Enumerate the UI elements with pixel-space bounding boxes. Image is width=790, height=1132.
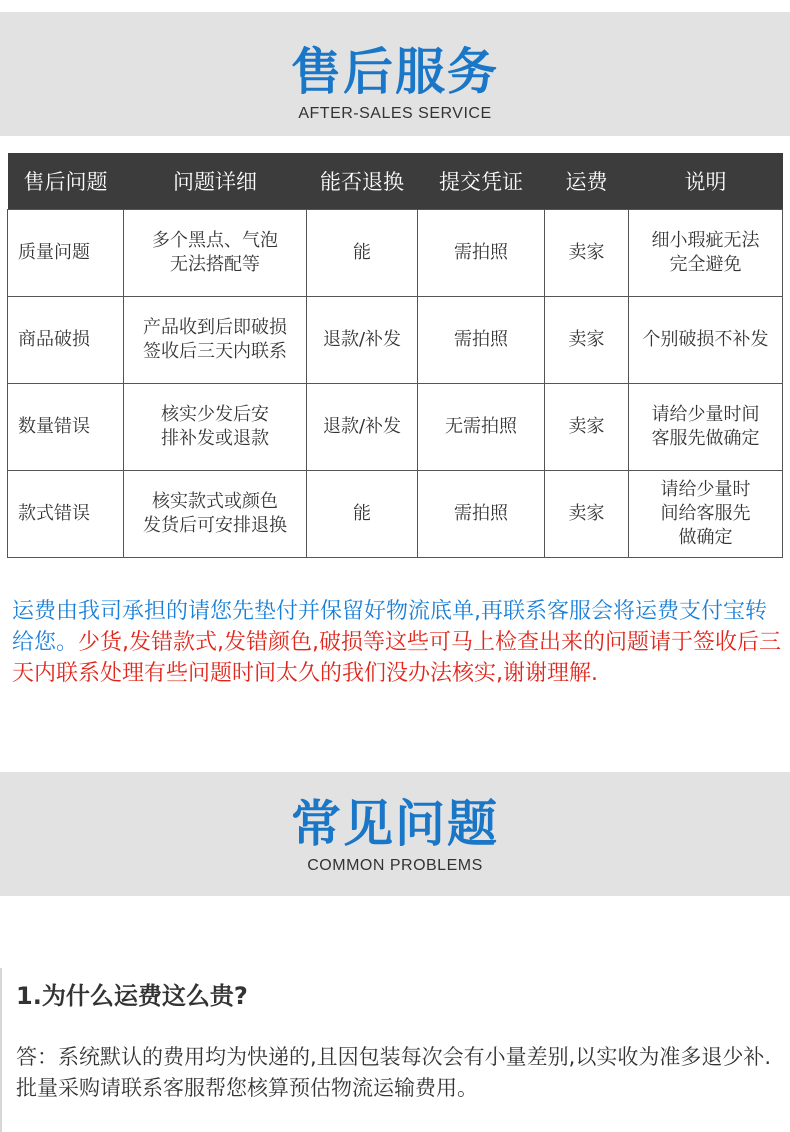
cell-note — [629, 297, 783, 384]
detail-line: 无法搭配等 — [170, 254, 260, 275]
notice-blue-text: 运费由我司承担的请您先垫付并保留好物流底单,再联系客服会将运费支付宝转给您。 — [12, 599, 767, 655]
cell-shipping: 卖家 — [545, 384, 629, 471]
note-line: 间给客服先 — [660, 503, 751, 524]
common-problems-title: 常见问题 — [291, 795, 499, 853]
detail-line: 产品收到后即破损 — [143, 317, 287, 338]
cell-note — [629, 210, 783, 297]
detail-line: 发货后可安排退换 — [143, 515, 287, 536]
note-line: 请给少量时间 — [651, 404, 760, 425]
note-line: 完全避免 — [669, 254, 742, 275]
table-header-row — [8, 153, 783, 210]
note-line: 个别破损不补发 — [642, 329, 769, 350]
after-sales-banner — [0, 12, 790, 136]
cell-detail — [124, 297, 307, 384]
header-returnable: 能否退换 — [307, 153, 418, 210]
header-shipping: 运费 — [545, 153, 629, 210]
faq-question: 1.为什么运费这么贵? — [16, 982, 248, 1010]
common-problems-banner — [0, 772, 790, 896]
table-row — [8, 384, 783, 471]
table-row — [8, 210, 783, 297]
note-line: 客服先做确定 — [651, 428, 760, 449]
cell-shipping: 卖家 — [545, 210, 629, 297]
detail-line: 核实少发后安 — [161, 404, 269, 425]
cell-returnable: 退款/补发 — [307, 384, 418, 471]
cell-shipping: 卖家 — [545, 297, 629, 384]
after-sales-title: 售后服务 — [291, 43, 499, 101]
table-row — [8, 297, 783, 384]
cell-issue: 质量问题 — [8, 210, 124, 297]
cell-note — [629, 384, 783, 471]
cell-detail — [124, 210, 307, 297]
detail-line: 排补发或退款 — [161, 428, 269, 449]
detail-line: 多个黑点、气泡 — [152, 230, 278, 251]
shipping-notice — [12, 596, 782, 689]
common-problems-subtitle: COMMON PROBLEMS — [307, 857, 483, 874]
header-issue: 售后问题 — [8, 153, 124, 210]
cell-proof: 需拍照 — [418, 471, 545, 558]
note-line: 请给少量时 — [660, 479, 751, 500]
faq-answer: 答：系统默认的费用均为快递的,且因包装每次会有小量差别,以实收为准多退少补.批量采购请联系客服帮您核算预估物流运输费用。 — [16, 1045, 772, 1100]
after-sales-subtitle: AFTER-SALES SERVICE — [298, 105, 492, 122]
cell-proof: 无需拍照 — [418, 384, 545, 471]
cell-returnable: 能 — [307, 471, 418, 558]
header-detail: 问题详细 — [124, 153, 307, 210]
cell-issue: 数量错误 — [8, 384, 124, 471]
detail-line: 签收后三天内联系 — [143, 341, 287, 362]
cell-proof: 需拍照 — [418, 210, 545, 297]
detail-line: 核实款式或颜色 — [152, 491, 278, 512]
notice-red-text: 少货,发错款式,发错颜色,破损等这些可马上检查出来的问题请于签收后三天内联系处理有些问题时间太久的我们没办法核实,谢谢理解. — [12, 630, 781, 686]
cell-note — [629, 471, 783, 558]
cell-issue: 款式错误 — [8, 471, 124, 558]
faq-accent-bar — [0, 968, 2, 1132]
cell-issue: 商品破损 — [8, 297, 124, 384]
header-proof: 提交凭证 — [418, 153, 545, 210]
cell-shipping: 卖家 — [545, 471, 629, 558]
cell-detail — [124, 384, 307, 471]
cell-returnable: 能 — [307, 210, 418, 297]
after-sales-table — [7, 153, 783, 558]
header-note: 说明 — [629, 153, 783, 210]
cell-returnable: 退款/补发 — [307, 297, 418, 384]
note-line: 细小瑕疵无法 — [651, 230, 760, 251]
table-row — [8, 471, 783, 558]
note-line: 做确定 — [678, 527, 733, 548]
cell-proof: 需拍照 — [418, 297, 545, 384]
cell-detail — [124, 471, 307, 558]
